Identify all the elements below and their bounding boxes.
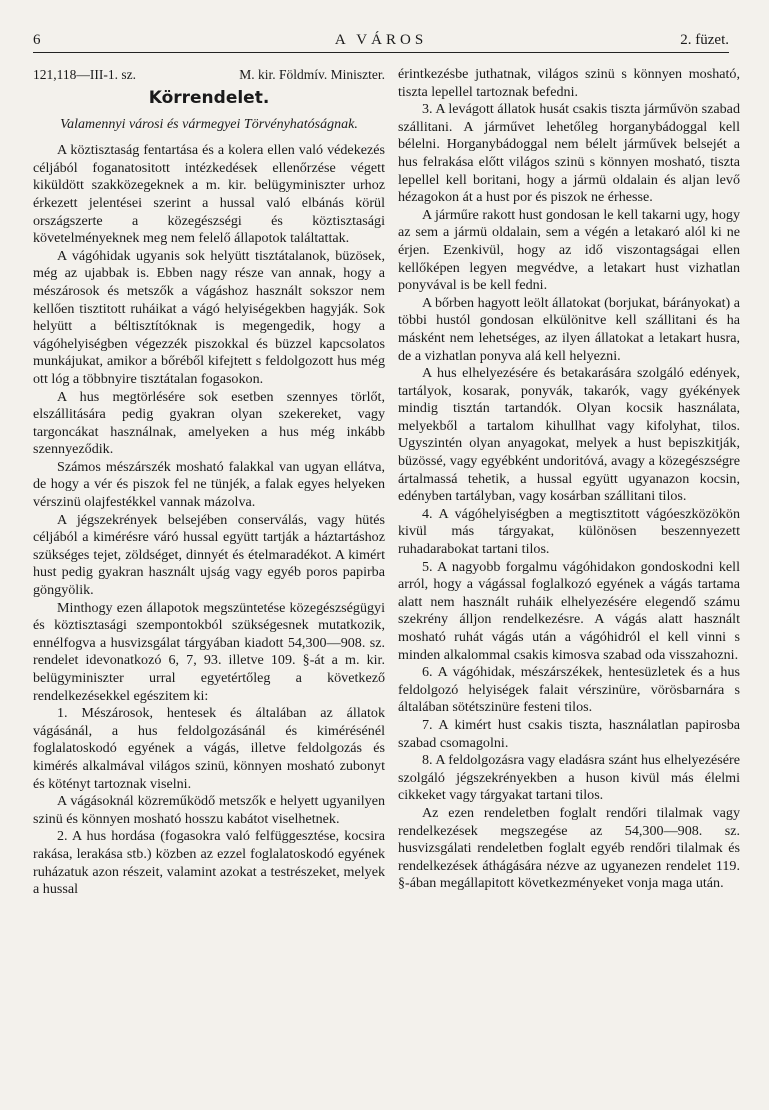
page-number: 6 bbox=[33, 32, 41, 48]
paragraph: A járműre rakott hust gondosan le kell takarni ugy, hogy az sem a jármü oldalain, sem a végén a letakaró alól ki ne érjen. Ezenkivül, hogy az idő viszontagságai ellen kellőképen legyen megvédve, a letakart hust vizhatlan ponyvával is be kell fedni. bbox=[398, 206, 740, 294]
paragraph: 4. A vágóhelyiségben a megtisztitott vágóeszközökön kivül más tárgyakat, különösen beszennyezett ruhadarabokat tartani tilos. bbox=[398, 505, 740, 558]
paragraph: 5. A nagyobb forgalmu vágóhidakon gondoskodni kell arról, hogy a vágással foglalkozó egyének a vágás tartama alatt nem használt ruháik elhelyezésére elegendő számu szekrény álljon rendelkezésre. A vágás alatt használt mosható ruhát vágás után a vágóhidról el kell vinni s minden alkalommal csakis kimosva szabad oda visszahozni. bbox=[398, 558, 740, 663]
right-column bbox=[398, 66, 740, 893]
paragraph: 1. Mészárosok, hentesek és általában az állatok vágásánál, a hus feldolgozásánál és kimérésénél foglalatoskodó egyének a vágás, illetve feldolgozás és kimérés alkalmával világos szinü, könnyen mosható zubonyt és kötényt tartoznak viselni. bbox=[33, 705, 385, 792]
addressee: Valamennyi városi és vármegyei Törvényhatóságnak. bbox=[60, 116, 358, 132]
issue-number: 2. füzet. bbox=[680, 32, 729, 48]
reference-number: 121,118—III-1. sz. bbox=[33, 67, 136, 82]
paragraph: A jégszekrények belsejében conserválás, vagy hütés céljából a kimérésre váró hussal együtt tartják a háztartáshoz szükséges tejet, zöldséget, dinnyét és ételmaradékot. A kimért hust pedig gyakran használt ujság vagy egyéb poros papirba göngyölik. bbox=[33, 511, 385, 599]
paragraph: A vágóhidak ugyanis sok helyütt tisztátalanok, büzösek, még az ujabbak is. Ebben nagy része van annak, hogy a mészárosok és metszők a vágáshoz használt sokszor nem kellően tisztitott ruháikat a vágó helyiségekben hagyják. Sok helyütt a béltisztítóknak is megengedik, hogy a vágóhelyiségben végezzék piszokkal és büzzel kapcsolatos munkájukat, amikor a bőréből kifejtett s feldolgozott hus még ott lóg a többnyire tisztátalan fogasokon. bbox=[33, 247, 385, 387]
paragraph: 7. A kimért hust csakis tiszta, használatlan papirosba szabad csomagolni. bbox=[398, 716, 740, 751]
paragraph: 6. A vágóhidak, mészárszékek, hentesüzletek és a hus feldolgozó helyiségek falait vérszinüre, vörösbarnára s általában sötétszinüre festeni tilos. bbox=[398, 664, 740, 716]
decree-title: Körrendelet. bbox=[148, 88, 270, 108]
paragraph: Az ezen rendeletben foglalt rendőri tilalmak vagy rendelkezések megszegése az 54,300—908. sz. husvizsgálati rendeletben foglalt egyéb rendőri tilalmak és rendelkezések áthágására nézve az ugyanezen rendelet 119. §-ában megállapitott következményeket vonja maga után. bbox=[398, 804, 740, 892]
paragraph: 2. A hus hordása (fogasokra való felfüggesztése, kocsira rakása, lerakása stb.) közben az ezzel foglalatoskodó egyének ruházatuk azon részeit, valamint azokat a testrészeket, melyek a hussal bbox=[33, 828, 385, 898]
paragraph: A hus elhelyezésére és betakarására szolgáló edények, tartályok, kosarak, ponyvák, takarók, vagy gyékények mindig tisztán tartandók. Olyan kocsik használata, melyekből a tartalom kihullhat vagy kifolyhat, tilos. Ugyszintén olyan anyagokat, melyek a hust bepiszkitják, büzössé, vagy egyébként undoritóvá, avagy a közegészségre ártalmassá tehetik, a hussal együtt ugyanazon kocsin, edényben tartályban, vagy kosárban szállitani tilos. bbox=[398, 365, 740, 505]
paragraph: A bőrben hagyott leölt állatokat (borjukat, bárányokat) a többi hustól gondosan elkülönitve kell szállitani és ha másként nem lehetséges, az ilyen állatokat a letakart husra, de a vizhatlan ponyva alá kell helyezni. bbox=[398, 294, 740, 364]
paragraph: 8. A feldolgozásra vagy eladásra szánt hus elhelyezésére szolgáló jégszekrényekben a huson kivül más élelmi cikkeket vagy tárgyakat tartani tilos. bbox=[398, 752, 740, 804]
paragraph: Számos mészárszék mosható falakkal van ugyan ellátva, de hogy a vér és piszok fel ne tünjék, a falak egyes helyeken vérszinü olajfestékkel vannak mázolva. bbox=[33, 458, 385, 511]
running-header bbox=[33, 30, 729, 53]
left-column bbox=[33, 66, 385, 899]
paragraph: Minthogy ezen állapotok megszüntetése közegészségügyi és köztisztasági szempontokból szükségesnek mutatkozik, ennélfogva a husvizsgálat tárgyában kiadott 54,300—908. sz. rendelet idevonatkozó 6, 7, 93. illetve 109. §-át a m. kir. belügyminiszter urral egyetértőleg a következő rendelkezésekkel egészitem ki: bbox=[33, 599, 385, 704]
paragraph: 3. A levágott állatok husát csakis tiszta járművön szabad szállitani. A járművet lehetőleg horganybádoggal kell bélelni. Horganybádoggal nem bélelt járművek belsejét a hus felrakása előtt világos szinü s könnyen mosható, tiszta lepellel kell boritani, hogy a jármü oldalain és aljan levő hézagokon át a hust por és piszok ne érhesse. bbox=[398, 101, 740, 206]
paragraph: érintkezésbe juthatnak, világos szinü s könnyen mosható, tiszta lepellel tartoznak befedni. bbox=[398, 66, 740, 100]
decree-meta bbox=[33, 66, 385, 84]
paragraph: A köztisztaság fentartása és a kolera ellen való védekezés céljából foganatositott intézkedések ellenőrzése végett kiküldött szakközegeknek a m. kir. belügyminiszter urhoz érkezett jelentései szerint a hussal való elbánás körül országszerte a közegészségi és köztisztasági követelményeknek meg nem felelő állapotok találtattak. bbox=[33, 142, 385, 247]
issuing-ministry: M. kir. Földmív. Miniszter. bbox=[239, 67, 385, 82]
journal-title: A VÁROS bbox=[334, 32, 428, 48]
paragraph: A hus megtörlésére sok esetben szennyes törlőt, elszállitására pedig gyakran olyan szekereket, vagy targoncákat használnak, amelyeken a hus még inkább szennyeződik. bbox=[33, 388, 385, 458]
paragraph: A vágásoknál közreműködő metszők e helyett ugyanilyen szinü és könnyen mosható hosszu kabátot viselhetnek. bbox=[33, 793, 385, 827]
